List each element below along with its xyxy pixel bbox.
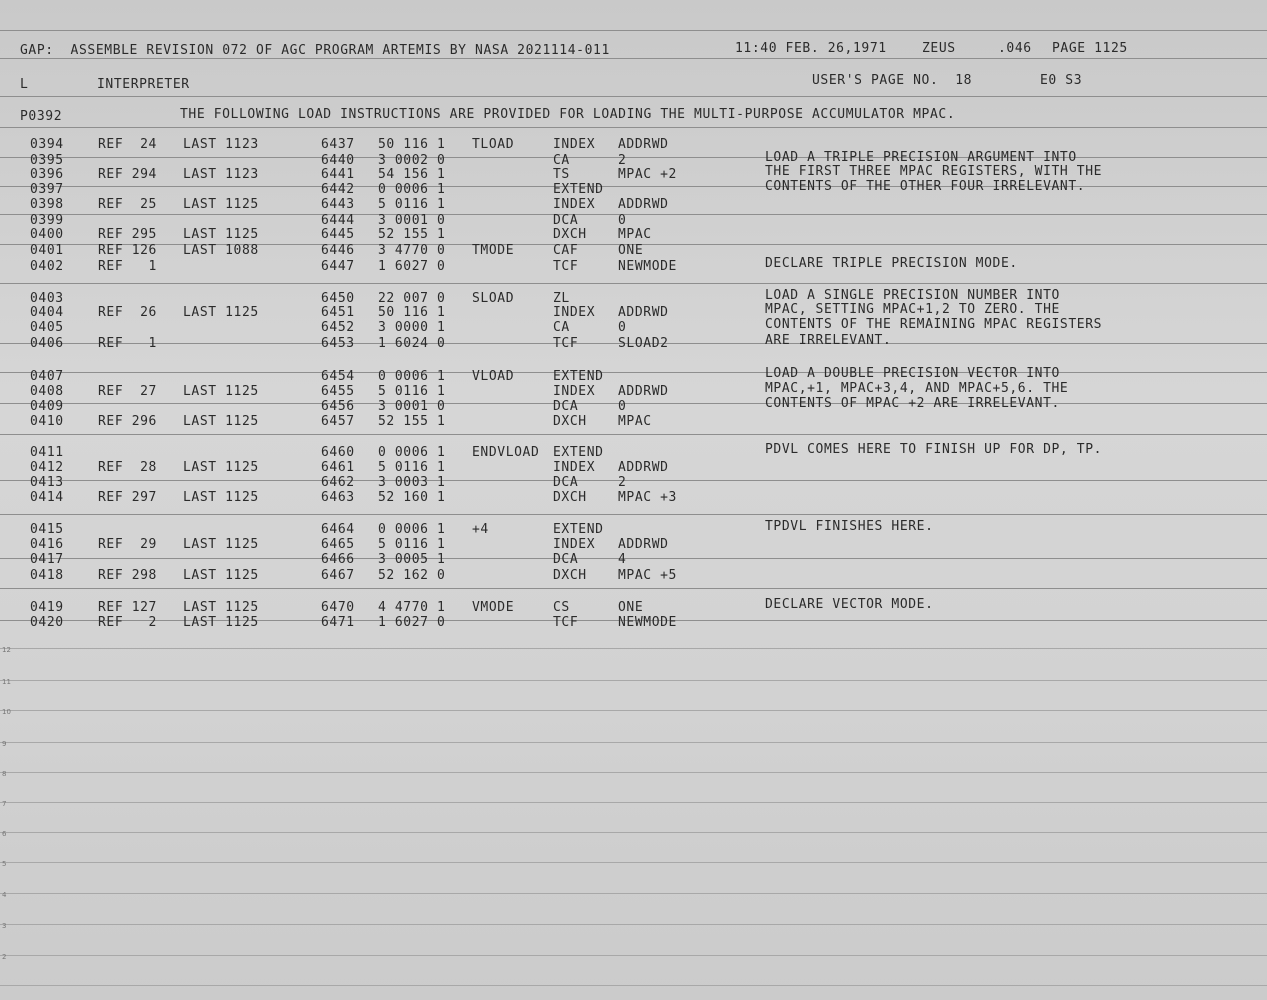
operand-cell: ADDRWD — [618, 384, 669, 399]
opcode-cell: TCF — [553, 615, 579, 630]
line-number: 0409 — [30, 399, 64, 414]
line-number: 0395 — [30, 153, 64, 168]
comment-cell: MPAC, SETTING MPAC+1,2 TO ZERO. THE — [765, 302, 1060, 317]
last-cell: LAST 1123 — [183, 137, 259, 152]
address-cell: 6457 — [321, 414, 355, 429]
operand-cell: MPAC +3 — [618, 490, 677, 505]
operand-cell: ADDRWD — [618, 460, 669, 475]
rule-line — [0, 710, 1267, 711]
line-number: 0420 — [30, 615, 64, 630]
rule-line — [0, 127, 1267, 128]
opcode-cell: DCA — [553, 399, 579, 414]
margin-number: 3 — [2, 922, 7, 930]
listing-row — [0, 381, 1267, 399]
ref-cell: REF 298 — [98, 568, 157, 583]
operand-cell: 2 — [618, 475, 627, 490]
listing-row — [0, 553, 1267, 567]
rule-line — [0, 742, 1267, 743]
rule-line — [0, 862, 1267, 863]
ref-cell: REF 294 — [98, 167, 157, 182]
line-number: 0406 — [30, 336, 64, 351]
last-cell: LAST 1125 — [183, 568, 259, 583]
line-number: 0416 — [30, 537, 64, 552]
address-cell: 6441 — [321, 167, 355, 182]
listing-row — [0, 597, 1267, 615]
ref-cell: REF 1 — [98, 259, 157, 274]
ref-cell: REF 28 — [98, 460, 157, 475]
opcode-cell: EXTEND — [553, 522, 604, 537]
label-cell: VLOAD — [472, 369, 515, 384]
line-number: 0399 — [30, 213, 64, 228]
last-cell: LAST 1125 — [183, 384, 259, 399]
octal-code-cell: 5 0116 1 — [378, 197, 446, 212]
octal-code-cell: 3 0000 1 — [378, 320, 446, 335]
ref-cell: REF 296 — [98, 414, 157, 429]
octal-code-cell: 52 155 1 — [378, 414, 446, 429]
rule-line — [0, 680, 1267, 681]
header-code: .046 — [998, 41, 1032, 56]
last-cell: LAST 1125 — [183, 197, 259, 212]
comment-cell: DECLARE TRIPLE PRECISION MODE. — [765, 256, 1018, 271]
line-number: 0413 — [30, 475, 64, 490]
line-number: 0408 — [30, 384, 64, 399]
operand-cell: ONE — [618, 243, 644, 258]
subheader-section: INTERPRETER — [97, 77, 190, 92]
address-cell: 6445 — [321, 227, 355, 242]
opcode-cell: CA — [553, 153, 570, 168]
comment-cell: LOAD A DOUBLE PRECISION VECTOR INTO — [765, 366, 1060, 381]
margin-number: 2 — [2, 953, 7, 961]
opcode-cell: CA — [553, 320, 570, 335]
listing-row — [0, 519, 1267, 537]
opcode-cell: INDEX — [553, 460, 596, 475]
rule-line — [0, 832, 1267, 833]
label-cell: TMODE — [472, 243, 515, 258]
listing-row — [0, 415, 1267, 429]
opcode-cell: DXCH — [553, 227, 587, 242]
margin-number: 8 — [2, 770, 7, 778]
margin-number: 10 — [2, 708, 11, 716]
opcode-cell: DCA — [553, 552, 579, 567]
rule-line — [0, 985, 1267, 986]
operand-cell: ADDRWD — [618, 305, 669, 320]
last-cell: LAST 1123 — [183, 167, 259, 182]
intro-text: THE FOLLOWING LOAD INSTRUCTIONS ARE PROVIDED FOR LOADING THE MULTI-PURPOSE ACCUMULATOR MPAC. — [180, 107, 956, 122]
opcode-cell: INDEX — [553, 305, 596, 320]
operand-cell: NEWMODE — [618, 259, 677, 274]
ref-cell: REF 297 — [98, 490, 157, 505]
listing-row — [0, 442, 1267, 460]
line-number: 0415 — [30, 522, 64, 537]
operand-cell: SLOAD2 — [618, 336, 669, 351]
header-title: GAP: ASSEMBLE REVISION 072 OF AGC PROGRAM ARTEMIS BY NASA 2021114-011 — [20, 43, 610, 58]
octal-code-cell: 50 116 1 — [378, 305, 446, 320]
subheader-prefix: L — [20, 77, 29, 92]
address-cell: 6440 — [321, 153, 355, 168]
operand-cell: ONE — [618, 600, 644, 615]
comment-cell: THE FIRST THREE MPAC REGISTERS, WITH THE — [765, 164, 1103, 179]
label-cell: SLOAD — [472, 291, 515, 306]
comment-cell: LOAD A SINGLE PRECISION NUMBER INTO — [765, 288, 1060, 303]
address-cell: 6467 — [321, 568, 355, 583]
comment-cell: LOAD A TRIPLE PRECISION ARGUMENT INTO — [765, 150, 1077, 165]
line-number: 0397 — [30, 182, 64, 197]
comment-cell: CONTENTS OF THE OTHER FOUR IRRELEVANT. — [765, 179, 1086, 194]
listing-row — [0, 366, 1267, 384]
rule-line — [0, 893, 1267, 894]
rule-line — [0, 434, 1267, 435]
line-number: 0394 — [30, 137, 64, 152]
address-cell: 6470 — [321, 600, 355, 615]
opcode-cell: ZL — [553, 291, 570, 306]
margin-number: 4 — [2, 891, 7, 899]
ref-cell: REF 25 — [98, 197, 157, 212]
opcode-cell: DXCH — [553, 568, 587, 583]
address-cell: 6442 — [321, 182, 355, 197]
label-cell: ENDVLOAD — [472, 445, 540, 460]
line-number: 0411 — [30, 445, 64, 460]
operand-cell: 0 — [618, 213, 627, 228]
octal-code-cell: 3 0005 1 — [378, 552, 446, 567]
label-cell: VMODE — [472, 600, 515, 615]
rule-line — [0, 30, 1267, 31]
line-number: 0401 — [30, 243, 64, 258]
opcode-cell: DCA — [553, 213, 579, 228]
operand-cell: MPAC +5 — [618, 568, 677, 583]
listing-row — [0, 461, 1267, 475]
octal-code-cell: 54 156 1 — [378, 167, 446, 182]
octal-code-cell: 5 0116 1 — [378, 384, 446, 399]
listing-row — [0, 538, 1267, 552]
address-cell: 6451 — [321, 305, 355, 320]
rule-line — [0, 648, 1267, 649]
listing-row — [0, 396, 1267, 414]
operand-cell: ADDRWD — [618, 137, 669, 152]
ref-cell: REF 126 — [98, 243, 157, 258]
comment-cell: CONTENTS OF THE REMAINING MPAC REGISTERS — [765, 317, 1103, 332]
octal-code-cell: 3 0003 1 — [378, 475, 446, 490]
operand-cell: MPAC +2 — [618, 167, 677, 182]
address-cell: 6463 — [321, 490, 355, 505]
operand-cell: ADDRWD — [618, 537, 669, 552]
operand-cell: 0 — [618, 320, 627, 335]
last-cell: LAST 1125 — [183, 227, 259, 242]
rule-line — [0, 588, 1267, 589]
octal-code-cell: 3 0001 0 — [378, 213, 446, 228]
octal-code-cell: 3 0001 0 — [378, 399, 446, 414]
line-number: 0396 — [30, 167, 64, 182]
opcode-cell: CAF — [553, 243, 579, 258]
operand-cell: NEWMODE — [618, 615, 677, 630]
line-number: 0407 — [30, 369, 64, 384]
line-number: 0417 — [30, 552, 64, 567]
listing-row — [0, 256, 1267, 274]
last-cell: LAST 1125 — [183, 490, 259, 505]
operand-cell: MPAC — [618, 414, 652, 429]
comment-cell: TPDVL FINISHES HERE. — [765, 519, 934, 534]
address-cell: 6471 — [321, 615, 355, 630]
ref-cell: REF 24 — [98, 137, 157, 152]
opcode-cell: INDEX — [553, 384, 596, 399]
octal-code-cell: 0 0006 1 — [378, 522, 446, 537]
address-cell: 6452 — [321, 320, 355, 335]
address-cell: 6455 — [321, 384, 355, 399]
subheader-eo: E0 S3 — [1040, 73, 1083, 88]
octal-code-cell: 4 4770 1 — [378, 600, 446, 615]
octal-code-cell: 52 160 1 — [378, 490, 446, 505]
last-cell: LAST 1125 — [183, 615, 259, 630]
octal-code-cell: 0 0006 1 — [378, 369, 446, 384]
rule-line — [0, 772, 1267, 773]
listing-row — [0, 198, 1267, 212]
address-cell: 6453 — [321, 336, 355, 351]
line-number: 0412 — [30, 460, 64, 475]
line-number: 0405 — [30, 320, 64, 335]
operand-cell: MPAC — [618, 227, 652, 242]
ref-cell: REF 127 — [98, 600, 157, 615]
address-cell: 6446 — [321, 243, 355, 258]
opcode-cell: EXTEND — [553, 182, 604, 197]
header-system: ZEUS — [922, 41, 956, 56]
line-number: 0404 — [30, 305, 64, 320]
octal-code-cell: 1 6024 0 — [378, 336, 446, 351]
last-cell: LAST 1125 — [183, 305, 259, 320]
label-cell: TLOAD — [472, 137, 515, 152]
listing-row — [0, 476, 1267, 490]
line-number: 0418 — [30, 568, 64, 583]
address-cell: 6461 — [321, 460, 355, 475]
comment-cell: ARE IRRELEVANT. — [765, 333, 892, 348]
opcode-cell: CS — [553, 600, 570, 615]
opcode-cell: INDEX — [553, 137, 596, 152]
listing-row — [0, 333, 1267, 351]
margin-number: 6 — [2, 830, 7, 838]
opcode-cell: TCF — [553, 259, 579, 274]
address-cell: 6464 — [321, 522, 355, 537]
opcode-cell: TCF — [553, 336, 579, 351]
octal-code-cell: 1 6027 0 — [378, 615, 446, 630]
comment-cell: CONTENTS OF MPAC +2 ARE IRRELEVANT. — [765, 396, 1060, 411]
rule-line — [0, 802, 1267, 803]
octal-code-cell: 52 162 0 — [378, 568, 446, 583]
comment-cell: MPAC,+1, MPAC+3,4, AND MPAC+5,6. THE — [765, 381, 1069, 396]
ref-cell: REF 295 — [98, 227, 157, 242]
opcode-cell: TS — [553, 167, 570, 182]
octal-code-cell: 0 0006 1 — [378, 182, 446, 197]
rule-line — [0, 955, 1267, 956]
address-cell: 6444 — [321, 213, 355, 228]
address-cell: 6462 — [321, 475, 355, 490]
margin-number: 9 — [2, 740, 7, 748]
rule-line — [0, 96, 1267, 97]
operand-cell: 0 — [618, 399, 627, 414]
opcode-cell: DXCH — [553, 414, 587, 429]
last-cell: LAST 1125 — [183, 414, 259, 429]
margin-number: 12 — [2, 646, 11, 654]
comment-cell: DECLARE VECTOR MODE. — [765, 597, 934, 612]
address-cell: 6456 — [321, 399, 355, 414]
octal-code-cell: 50 116 1 — [378, 137, 446, 152]
rule-line — [0, 514, 1267, 515]
ref-cell: REF 1 — [98, 336, 157, 351]
octal-code-cell: 0 0006 1 — [378, 445, 446, 460]
listing-row — [0, 491, 1267, 505]
margin-number: 11 — [2, 678, 11, 686]
header-page: PAGE 1125 — [1052, 41, 1128, 56]
ref-cell: REF 29 — [98, 537, 157, 552]
listing-row — [0, 214, 1267, 228]
listing-row — [0, 288, 1267, 306]
listing-row — [0, 569, 1267, 583]
listing-row — [0, 317, 1267, 335]
comment-cell: PDVL COMES HERE TO FINISH UP FOR DP, TP. — [765, 442, 1103, 457]
opcode-cell: INDEX — [553, 537, 596, 552]
operand-cell: ADDRWD — [618, 197, 669, 212]
last-cell: LAST 1125 — [183, 600, 259, 615]
listing-row — [0, 138, 1267, 152]
margin-number: 5 — [2, 860, 7, 868]
listing-row — [0, 244, 1267, 258]
address-cell: 6437 — [321, 137, 355, 152]
address-cell: 6443 — [321, 197, 355, 212]
opcode-cell: DXCH — [553, 490, 587, 505]
operand-cell: 4 — [618, 552, 627, 567]
last-cell: LAST 1125 — [183, 537, 259, 552]
header-time-date: 11:40 FEB. 26,1971 — [735, 41, 887, 56]
last-cell: LAST 1125 — [183, 460, 259, 475]
octal-code-cell: 3 4770 0 — [378, 243, 446, 258]
listing-row — [0, 616, 1267, 630]
margin-number: 7 — [2, 800, 7, 808]
line-number: 0414 — [30, 490, 64, 505]
line-number: 0403 — [30, 291, 64, 306]
opcode-cell: DCA — [553, 475, 579, 490]
octal-code-cell: 52 155 1 — [378, 227, 446, 242]
opcode-cell: INDEX — [553, 197, 596, 212]
ref-cell: REF 2 — [98, 615, 157, 630]
address-cell: 6447 — [321, 259, 355, 274]
address-cell: 6465 — [321, 537, 355, 552]
octal-code-cell: 22 007 0 — [378, 291, 446, 306]
line-number: 0402 — [30, 259, 64, 274]
address-cell: 6466 — [321, 552, 355, 567]
octal-code-cell: 3 0002 0 — [378, 153, 446, 168]
rule-line — [0, 58, 1267, 59]
address-cell: 6460 — [321, 445, 355, 460]
octal-code-cell: 5 0116 1 — [378, 460, 446, 475]
listing-row — [0, 179, 1267, 197]
line-number: 0410 — [30, 414, 64, 429]
ref-cell: REF 27 — [98, 384, 157, 399]
octal-code-cell: 1 6027 0 — [378, 259, 446, 274]
operand-cell: 2 — [618, 153, 627, 168]
line-number: 0398 — [30, 197, 64, 212]
last-cell: LAST 1088 — [183, 243, 259, 258]
rule-line — [0, 924, 1267, 925]
octal-code-cell: 5 0116 1 — [378, 537, 446, 552]
line-number: 0400 — [30, 227, 64, 242]
address-cell: 6450 — [321, 291, 355, 306]
intro-line-number: P0392 — [20, 109, 63, 124]
address-cell: 6454 — [321, 369, 355, 384]
subheader-user-page: USER'S PAGE NO. 18 — [812, 73, 973, 88]
opcode-cell: EXTEND — [553, 369, 604, 384]
listing-row — [0, 228, 1267, 242]
ref-cell: REF 26 — [98, 305, 157, 320]
opcode-cell: EXTEND — [553, 445, 604, 460]
rule-line — [0, 283, 1267, 284]
label-cell: +4 — [472, 522, 489, 537]
line-number: 0419 — [30, 600, 64, 615]
